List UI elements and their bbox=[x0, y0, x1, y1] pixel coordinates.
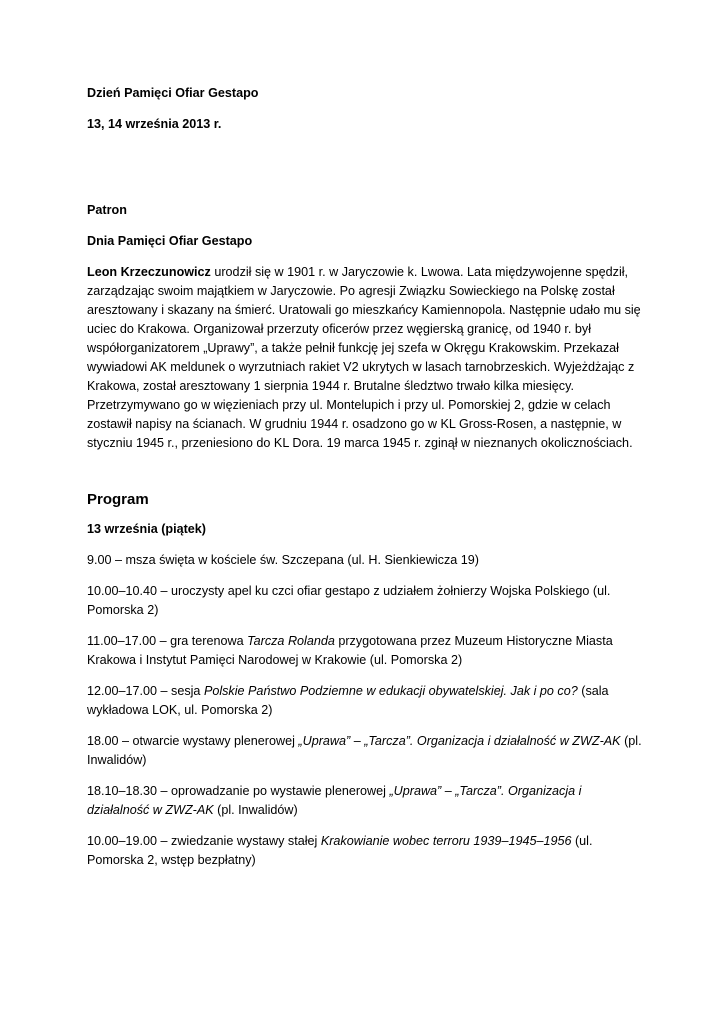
item-italic-title: „Uprawa” – „Tarcza”. Organizacja i działalność w ZWZ-AK bbox=[298, 734, 621, 748]
item-italic-title: Tarcza Rolanda bbox=[247, 634, 335, 648]
program-heading: Program bbox=[87, 491, 149, 508]
program-item bbox=[87, 682, 647, 720]
program-item bbox=[87, 732, 647, 770]
item-text-tail: (ul. Pomorska 2, wstęp bezpłatny) bbox=[87, 834, 593, 867]
patron-subheading: Dnia Pamięci Ofiar Gestapo bbox=[87, 234, 253, 248]
item-text: 18.00 – otwarcie wystawy plenerowej bbox=[87, 734, 299, 748]
item-text-tail: (sala wykładowa LOK, ul. Pomorska 2) bbox=[87, 684, 609, 717]
patron-bio-text: urodził się w 1901 r. w Jaryczowie k. Lwowa. Lata międzywojenne spędził, zarządzając swoim majątkiem w Jaryczowie. Po agresji Związku Sowieckiego na Polskę został aresztowany i skazany na śmierć. Uratowali go mieszkańcy Kamiennopola. Następnie udało mu się uciec do Krakowa. Organizował przerzuty oficerów przez węgierską granicę, od 1940 r. był współorganizatorem „Uprawy”, a także pełnił funkcję jej szefa w Okręgu Krakowskim. Przekazał wywiadowi AK meldunek o wyrzutniach rakiet V2 ukrytych w lasach tarnobrzeskich. Wyjeżdżając z Krakowa, został aresztowany 1 sierpnia 1944 r. Brutalne śledztwo trwało kilka miesięcy. Przetrzymywano go w więzieniach przy ul. Montelupich i przy ul. Pomorskiej 2, gdzie w celach zostawił napisy na ścianach. W grudniu 1944 r. osadzono go w KL Gross-Rosen, a następnie, w styczniu 1945 r., przeniesiono do KL Dora. 19 marca 1945 r. zginął w nieznanych okolicznościach. bbox=[87, 265, 641, 450]
patron-heading: Patron bbox=[87, 203, 127, 217]
item-text-tail: przygotowana przez Muzeum Historyczne Miasta Krakowa i Instytut Pamięci Narodowej w Krakowie (ul. Pomorska 2) bbox=[87, 634, 613, 667]
document-title: Dzień Pamięci Ofiar Gestapo bbox=[87, 86, 259, 100]
program-item bbox=[87, 582, 647, 620]
item-text: 12.00–17.00 – sesja bbox=[87, 684, 204, 698]
program-item bbox=[87, 832, 647, 870]
item-text: 9.00 – msza święta w kościele św. Szczepana (ul. H. Sienkiewicza 19) bbox=[87, 553, 479, 567]
document-page bbox=[87, 84, 647, 882]
program-item bbox=[87, 782, 647, 820]
patron-name: Leon Krzeczunowicz bbox=[87, 265, 211, 279]
program-item bbox=[87, 632, 647, 670]
item-italic-title: „Uprawa” – „Tarcza”. Organizacja i działalność w ZWZ-AK bbox=[87, 784, 582, 817]
event-date: 13, 14 września 2013 r. bbox=[87, 117, 222, 131]
item-italic-title: Krakowianie wobec terroru 1939–1945–1956 bbox=[320, 834, 572, 848]
program-item bbox=[87, 551, 647, 570]
item-text-tail: (pl. Inwalidów) bbox=[87, 734, 642, 767]
item-italic-title: Polskie Państwo Podziemne w edukacji obywatelskiej. Jak i po co? bbox=[203, 684, 578, 698]
item-text: 11.00–17.00 – gra terenowa bbox=[87, 634, 248, 648]
patron-biography bbox=[87, 263, 647, 453]
item-text-tail: (pl. Inwalidów) bbox=[213, 803, 298, 817]
item-text: 18.10–18.30 – oprowadzanie po wystawie plenerowej bbox=[87, 784, 390, 798]
item-text: 10.00–19.00 – zwiedzanie wystawy stałej bbox=[87, 834, 321, 848]
program-day: 13 września (piątek) bbox=[87, 522, 206, 536]
item-text: 10.00–10.40 – uroczysty apel ku czci ofiar gestapo z udziałem żołnierzy Wojska Polskiego (ul. Pomorska 2) bbox=[87, 584, 611, 617]
